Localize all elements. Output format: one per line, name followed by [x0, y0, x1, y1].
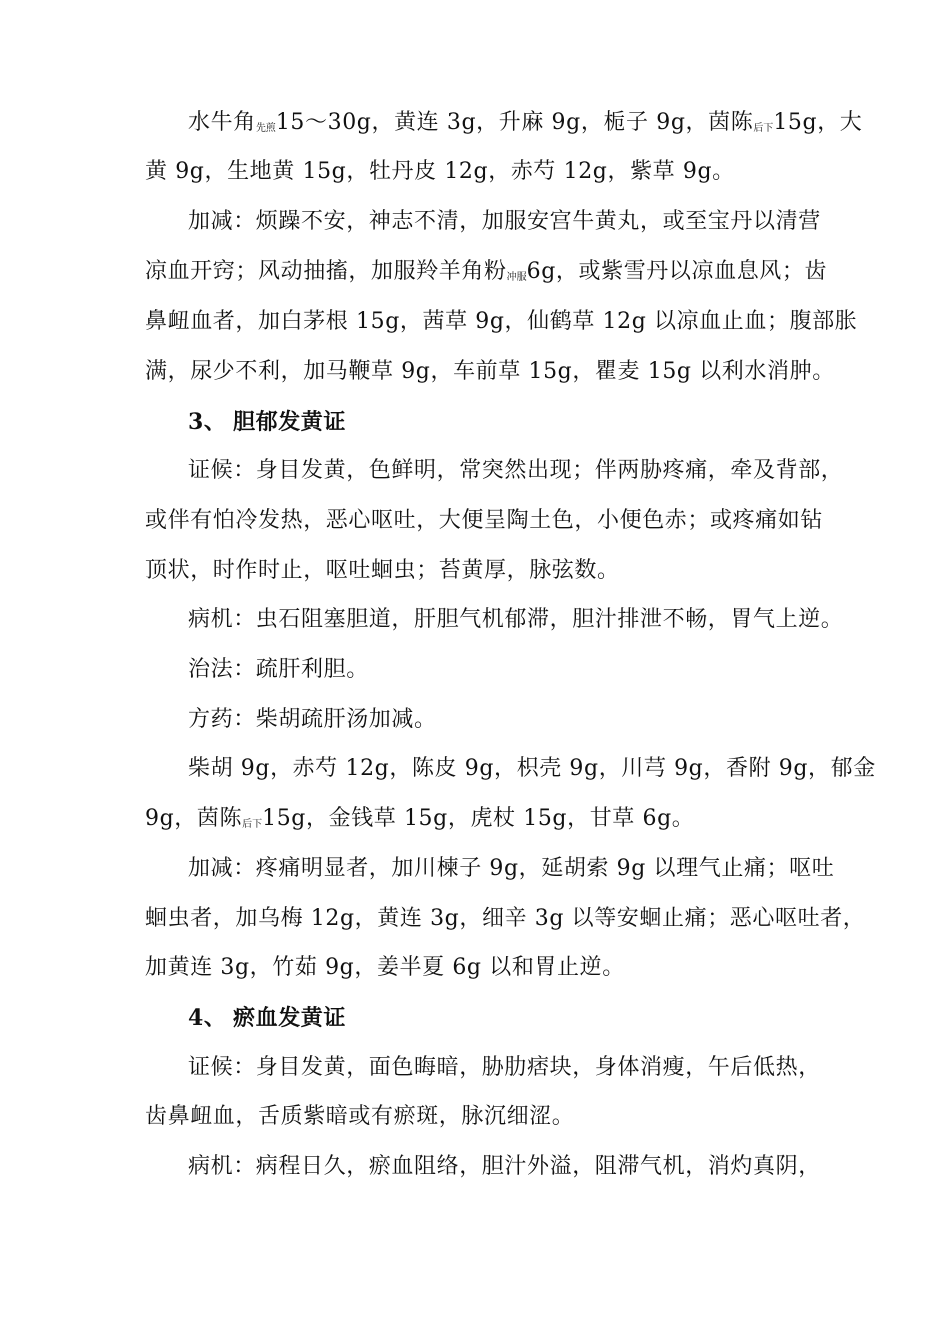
annotation: 后下 — [242, 819, 263, 830]
annotation: 冲服 — [506, 272, 527, 283]
annotation: 后下 — [753, 123, 774, 134]
text-line: 证候：身目发黄，色鲜明，常突然出现；伴两胁疼痛，牵及背部， — [188, 458, 844, 483]
text-line: 加减：烦躁不安，神志不清，加服安宫牛黄丸，或至宝丹以清营 — [188, 209, 821, 234]
text-line: 9g，茵陈$_{后下}$15g，金钱草 15g，虎杖 15g，甘草 6g。 — [145, 806, 695, 831]
text-line: 齿鼻衄血，舌质紫暗或有瘀斑，脉沉细涩。 — [145, 1104, 575, 1129]
text-line: 加黄连 3g，竹茹 9g，姜半夏 6g 以和胃止逆。 — [145, 955, 625, 980]
section-heading: 4、 瘀血发黄证 — [188, 1005, 347, 1031]
text-line: 柴胡 9g，赤芍 12g，陈皮 9g，枳壳 9g，川芎 9g，香附 9g，郁金 — [188, 756, 876, 781]
text-line: 或伴有怕冷发热，恶心呕吐，大便呈陶土色，小便色赤；或疼痛如钻 — [145, 508, 824, 533]
text-line: 病机：虫石阻塞胆道，肝胆气机郁滞，胆汁排泄不畅，胃气上逆。 — [188, 607, 844, 632]
annotation: 先煎 — [255, 123, 276, 134]
text-line: 蛔虫者，加乌梅 12g，黄连 3g，细辛 3g 以等安蛔止痛；恶心呕吐者， — [145, 906, 866, 931]
text-line: 病机：病程日久，瘀血阻络，胆汁外溢，阻滞气机，消灼真阴， — [188, 1154, 821, 1179]
text-line: 加减：疼痛明显者，加川楝子 9g，延胡索 9g 以理气止痛；呕吐 — [188, 856, 835, 881]
text-line: 水牛角$_{先煎}$15～30g，黄连 3g，升麻 9g，栀子 9g，茵陈$_{后下}$15g，大 — [188, 110, 863, 135]
section-heading: 3、 胆郁发黄证 — [188, 409, 347, 435]
text-line: 治法：疏肝利胆。 — [188, 657, 369, 682]
text-line: 凉血开窍；风动抽搐，加服羚羊角粉$_{冲服}$6g，或紫雪丹以凉血息风；齿 — [145, 259, 828, 284]
text-line: 满，尿少不利，加马鞭草 9g，车前草 15g，瞿麦 15g 以利水消肿。 — [145, 359, 835, 384]
text-line: 证候：身目发黄，面色晦暗，胁肋痞块，身体消瘦，午后低热， — [188, 1055, 821, 1080]
text-line: 顶状，时作时止，呕吐蛔虫；苔黄厚，脉弦数。 — [145, 558, 620, 583]
text-line: 黄 9g，生地黄 15g，牡丹皮 12g，赤芍 12g，紫草 9g。 — [145, 159, 735, 184]
text-line: 方药：柴胡疏肝汤加减。 — [188, 707, 437, 732]
text-line: 鼻衄血者，加白茅根 15g，茜草 9g，仙鹤草 12g 以凉血止血；腹部胀 — [145, 309, 858, 334]
